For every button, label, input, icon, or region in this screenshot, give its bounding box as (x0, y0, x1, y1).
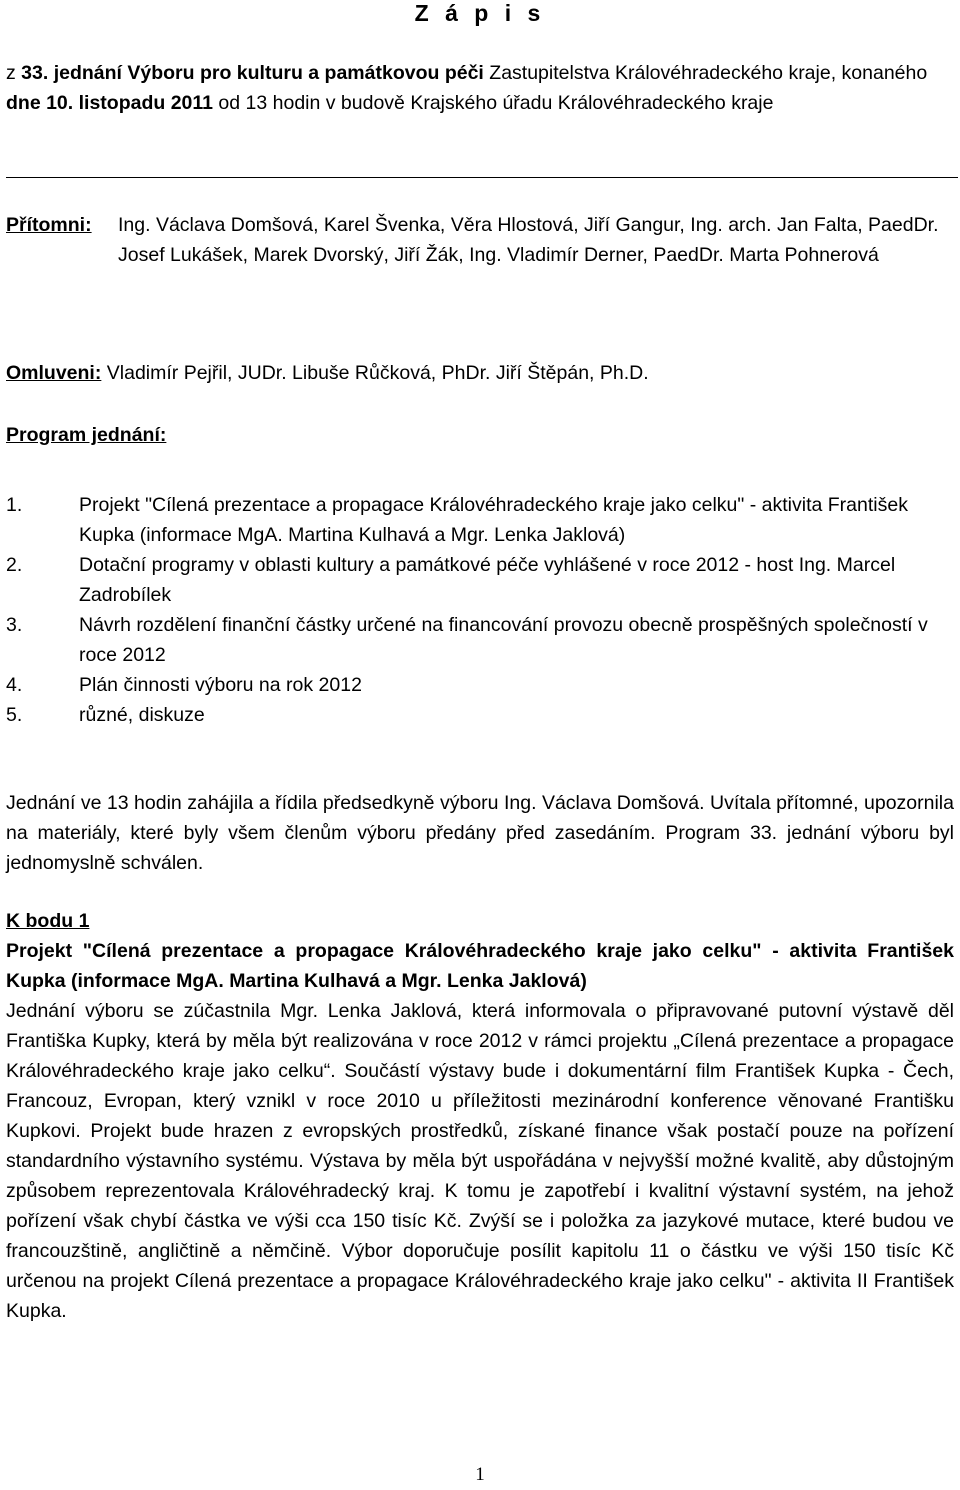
intro-date: dne 10. listopadu 2011 (6, 92, 213, 114)
excused-names: Vladimír Pejřil, JUDr. Libuše Růčková, PhDr. Jiří Štěpán, Ph.D. (101, 362, 649, 384)
program-item-number: 4. (6, 674, 23, 696)
excused-section (6, 358, 954, 388)
program-item-text: různé, diskuze (79, 704, 205, 726)
list-item (6, 700, 954, 730)
intro-place: od 13 hodin v budově Krajského úřadu Královéhradeckého kraje (213, 92, 774, 114)
program-item-number: 3. (6, 614, 23, 636)
list-item (6, 490, 954, 550)
page-number: 1 (475, 1464, 485, 1485)
program-item-text: Projekt "Cílená prezentace a propagace Královéhradeckého kraje jako celku" - aktivita František Kupka (informace MgA. Martina Kulhavá a Mgr. Lenka Jaklová) (79, 494, 908, 546)
list-item (6, 670, 954, 700)
item1-title: Projekt "Cílená prezentace a propagace Královéhradeckého kraje jako celku" - aktivita František Kupka (informace MgA. Martina Kulhavá a Mgr. Lenka Jaklová) (6, 940, 954, 992)
program-item-number: 1. (6, 494, 23, 516)
item1-heading: K bodu 1 (6, 910, 90, 932)
program-list (6, 490, 954, 730)
horizontal-divider (6, 177, 958, 178)
excused-label: Omluveni: (6, 362, 102, 384)
program-item-number: 2. (6, 554, 23, 576)
program-item-text: Návrh rozdělení finanční částky určené na financování provozu obecně prospěšných společností v roce 2012 (79, 614, 928, 666)
program-item-text: Plán činnosti výboru na rok 2012 (79, 674, 362, 696)
list-item (6, 610, 954, 670)
item1-body: Jednání výboru se zúčastnila Mgr. Lenka Jaklová, která informovala o připravované putovní výstavě děl Františka Kupky, která by měla být realizována v roce 2012 v rámci projektu „Cílená prezentace a propagace Královéhradeckého kraje jako celku“. Součástí výstavy bude i dokumentární film František Kupka - Čech, Francouz, Evropan, který vznikl v roce 2010 u příležitosti mezinárodní konference věnované Františku Kupkovi. Projekt bude hrazen z evropských prostředků, získané finance však postačí pouze na pořízení standardního výstavního systému. Výstava by měla být uspořádána v nejvyšší možné kvalitě, aby důstojným způsobem reprezentovala Královéhradecký kraj. K tomu je zapotřebí i kvalitní výstavní systém, na jehož pořízení však chybí částka ve výši cca 150 tisíc Kč. Zvýší se i položka za jazykové mutace, které budou ve francouzštině, angličtině a němčině. Výbor doporučuje posílit kapitolu 11 o částku ve výši 150 tisíc Kč určenou na projekt Cílená prezentace a propagace Královéhradeckého kraje jako celku" - aktivita II František Kupka. (6, 1000, 954, 1322)
intro-body: Zastupitelstva Královéhradeckého kraje, konaného (483, 62, 928, 84)
list-item (6, 550, 954, 610)
intro-prefix: z (6, 62, 22, 84)
meeting-intro (6, 58, 954, 118)
attendees-label: Přítomni: (6, 214, 92, 236)
document-title: Z á p i s (414, 0, 546, 26)
opening-paragraph: Jednání ve 13 hodin zahájila a řídila předsedkyně výboru Ing. Václava Domšová. Uvítala přítomné, upozornila na materiály, které byly všem členům výboru předány před zasedáním. Program 33. jednání výboru byl jednomyslně schválen. (6, 792, 954, 874)
program-title: Program jednání: (6, 424, 167, 446)
program-item-text: Dotační programy v oblasti kultury a památkové péče vyhlášené v roce 2012 - host Ing. Marcel Zadrobílek (79, 554, 896, 606)
attendees-names: Ing. Václava Domšová, Karel Švenka, Věra Hlostová, Jiří Gangur, Ing. arch. Jan Falta, PaedDr. Josef Lukášek, Marek Dvorský, Jiří Žák, Ing. Vladimír Derner, PaedDr. Marta Pohnerová (118, 214, 939, 266)
program-item-number: 5. (6, 704, 23, 726)
intro-committee: 33. jednání Výboru pro kulturu a památkovou péči (21, 62, 484, 84)
